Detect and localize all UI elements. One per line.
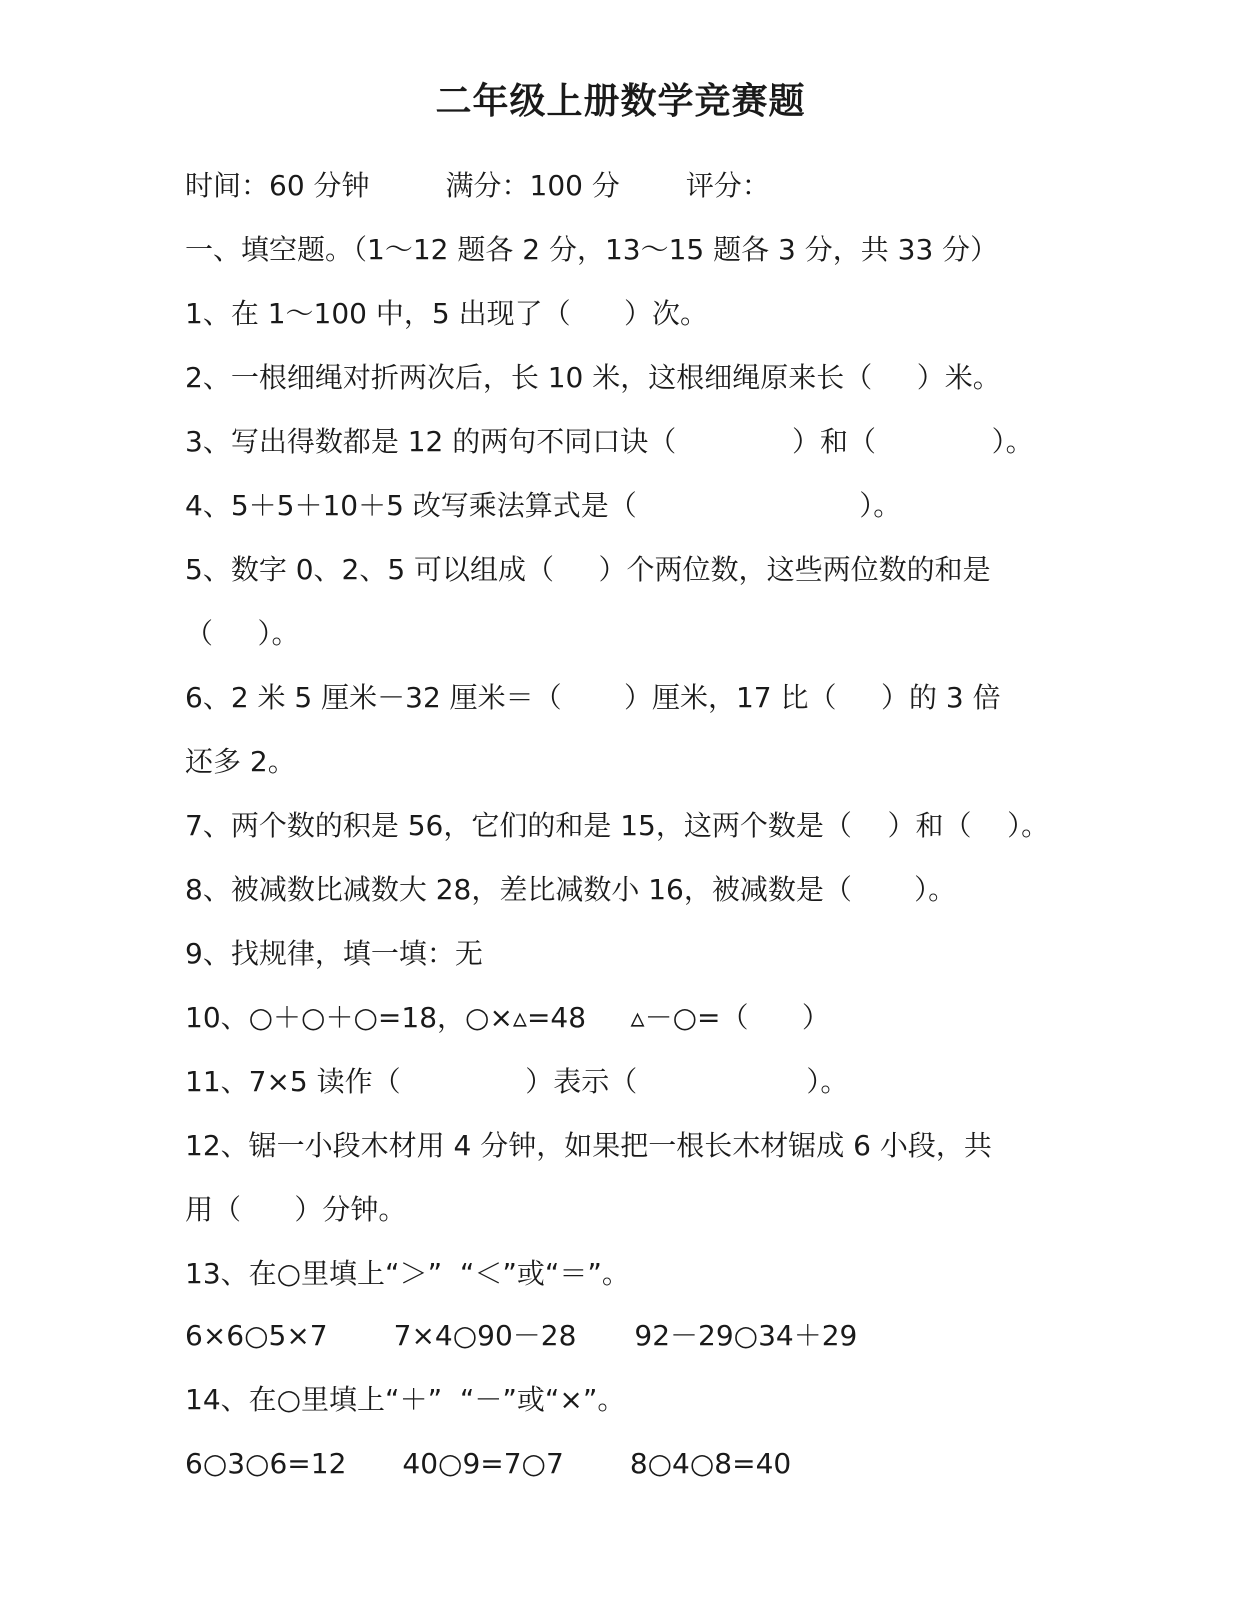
question-6-line-1: 6、2 米 5 厘米－32 厘米＝（ ）厘米，17 比（ ）的 3 倍 <box>185 681 1001 714</box>
q13-item-2: 7×4○90－28 <box>393 1319 577 1352</box>
question-13: 13、在○里填上“＞” “＜”或“＝”。 <box>185 1257 630 1290</box>
question-8: 8、被减数比减数大 28，差比减数小 16，被减数是（ ）。 <box>185 873 957 906</box>
question-4: 4、5＋5＋10＋5 改写乘法算式是（ ）。 <box>185 489 902 522</box>
question-5-line-2: （ ）。 <box>185 617 300 650</box>
q14-item-3: 8○4○8=40 <box>629 1447 792 1480</box>
question-11: 11、7×5 读作（ ）表示（ ）。 <box>185 1065 849 1098</box>
question-5-line-1: 5、数字 0、2、5 可以组成（ ）个两位数，这些两位数的和是 <box>185 553 991 586</box>
time-label: 时间：60 分钟 <box>185 169 370 202</box>
question-9: 9、找规律，填一填：无 <box>185 937 483 970</box>
question-3: 3、写出得数都是 12 的两句不同口诀（ ）和（ ）。 <box>185 425 1034 458</box>
page-title: 二年级上册数学竞赛题 <box>435 81 806 122</box>
section-heading: 一、填空题。（1～12 题各 2 分，13～15 题各 3 分，共 33 分） <box>185 233 999 266</box>
question-13-items <box>185 1316 1045 1356</box>
exam-meta <box>185 166 1045 206</box>
question-2: 2、一根细绳对折两次后，长 10 米，这根细绳原来长（ ）米。 <box>185 361 1001 394</box>
question-1: 1、在 1～100 中，5 出现了（ ）次。 <box>185 297 708 330</box>
question-14-items <box>185 1444 1045 1484</box>
full-score-label: 满分：100 分 <box>445 169 620 202</box>
question-10: 10、○＋○＋○=18，○×▵=48 ▵－○=（ ） <box>185 1001 830 1034</box>
question-6-line-2: 还多 2。 <box>185 745 296 778</box>
q13-item-1: 6×6○5×7 <box>185 1319 328 1352</box>
question-7: 7、两个数的积是 56，它们的和是 15，这两个数是（ ）和（ ）。 <box>185 809 1050 842</box>
question-14: 14、在○里填上“＋” “－”或“×”。 <box>185 1383 626 1416</box>
q13-item-3: 92－29○34＋29 <box>634 1319 858 1352</box>
q14-item-1: 6○3○6=12 <box>185 1447 347 1480</box>
q14-item-2: 40○9=7○7 <box>402 1447 564 1480</box>
question-12-line-2: 用（ ）分钟。 <box>185 1193 407 1226</box>
question-12-line-1: 12、锯一小段木材用 4 分钟，如果把一根长木材锯成 6 小段，共 <box>185 1129 992 1162</box>
score-label: 评分： <box>685 169 770 202</box>
